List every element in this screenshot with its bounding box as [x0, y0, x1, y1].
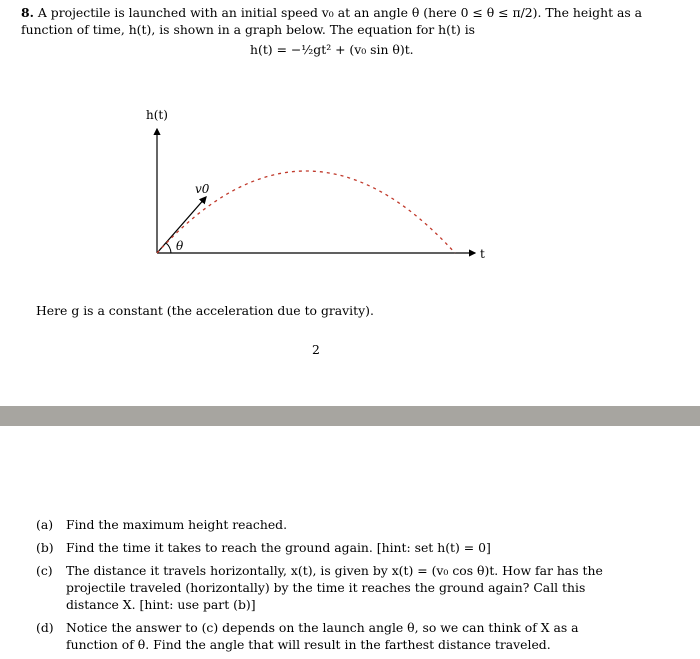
part-label: (a): [36, 517, 54, 532]
page-separator: [0, 406, 700, 426]
x-axis-label: t: [480, 247, 485, 261]
angle-label: θ: [176, 239, 184, 253]
part-b: [36, 539, 626, 556]
problem-text: A projectile is launched with an initial speed v₀ at an angle θ (here 0 ≤ θ ≤ π/2). The height as a function of time, h(t), is shown in a graph below. The equation for h(t) is: [21, 5, 643, 37]
part-label: (b): [36, 540, 54, 555]
part-c: [36, 562, 626, 613]
part-label: (c): [36, 563, 53, 578]
trajectory-graph: [140, 105, 500, 275]
gravity-note: Here g is a constant (the acceleration due to gravity).: [36, 303, 374, 318]
part-label: (d): [36, 620, 54, 635]
part-text: The distance it travels horizontally, x(t), is given by x(t) = (v₀ cos θ)t. How far has the projectile traveled (horizontally) by the time it reaches the ground again? Call this distance X. [hint: use part (b)]: [66, 563, 603, 612]
angle-arc: [166, 243, 171, 253]
page-number: 2: [312, 342, 320, 357]
problem-number: 8.: [21, 5, 34, 20]
y-axis-label: h(t): [146, 108, 168, 122]
part-text: Find the maximum height reached.: [66, 517, 288, 532]
problem-statement: [21, 4, 681, 38]
part-text: Notice the answer to (c) depends on the launch angle θ, so we can think of X as a function of θ. Find the angle that will result in the farthest distance traveled.: [66, 620, 579, 652]
part-a: [36, 516, 626, 533]
question-parts: [36, 516, 626, 659]
height-equation: h(t) = −½gt² + (v₀ sin θ)t.: [250, 42, 414, 57]
part-text: Find the time it takes to reach the ground again. [hint: set h(t) = 0]: [66, 540, 491, 555]
velocity-label: v0: [195, 182, 210, 196]
part-d: [36, 619, 626, 653]
